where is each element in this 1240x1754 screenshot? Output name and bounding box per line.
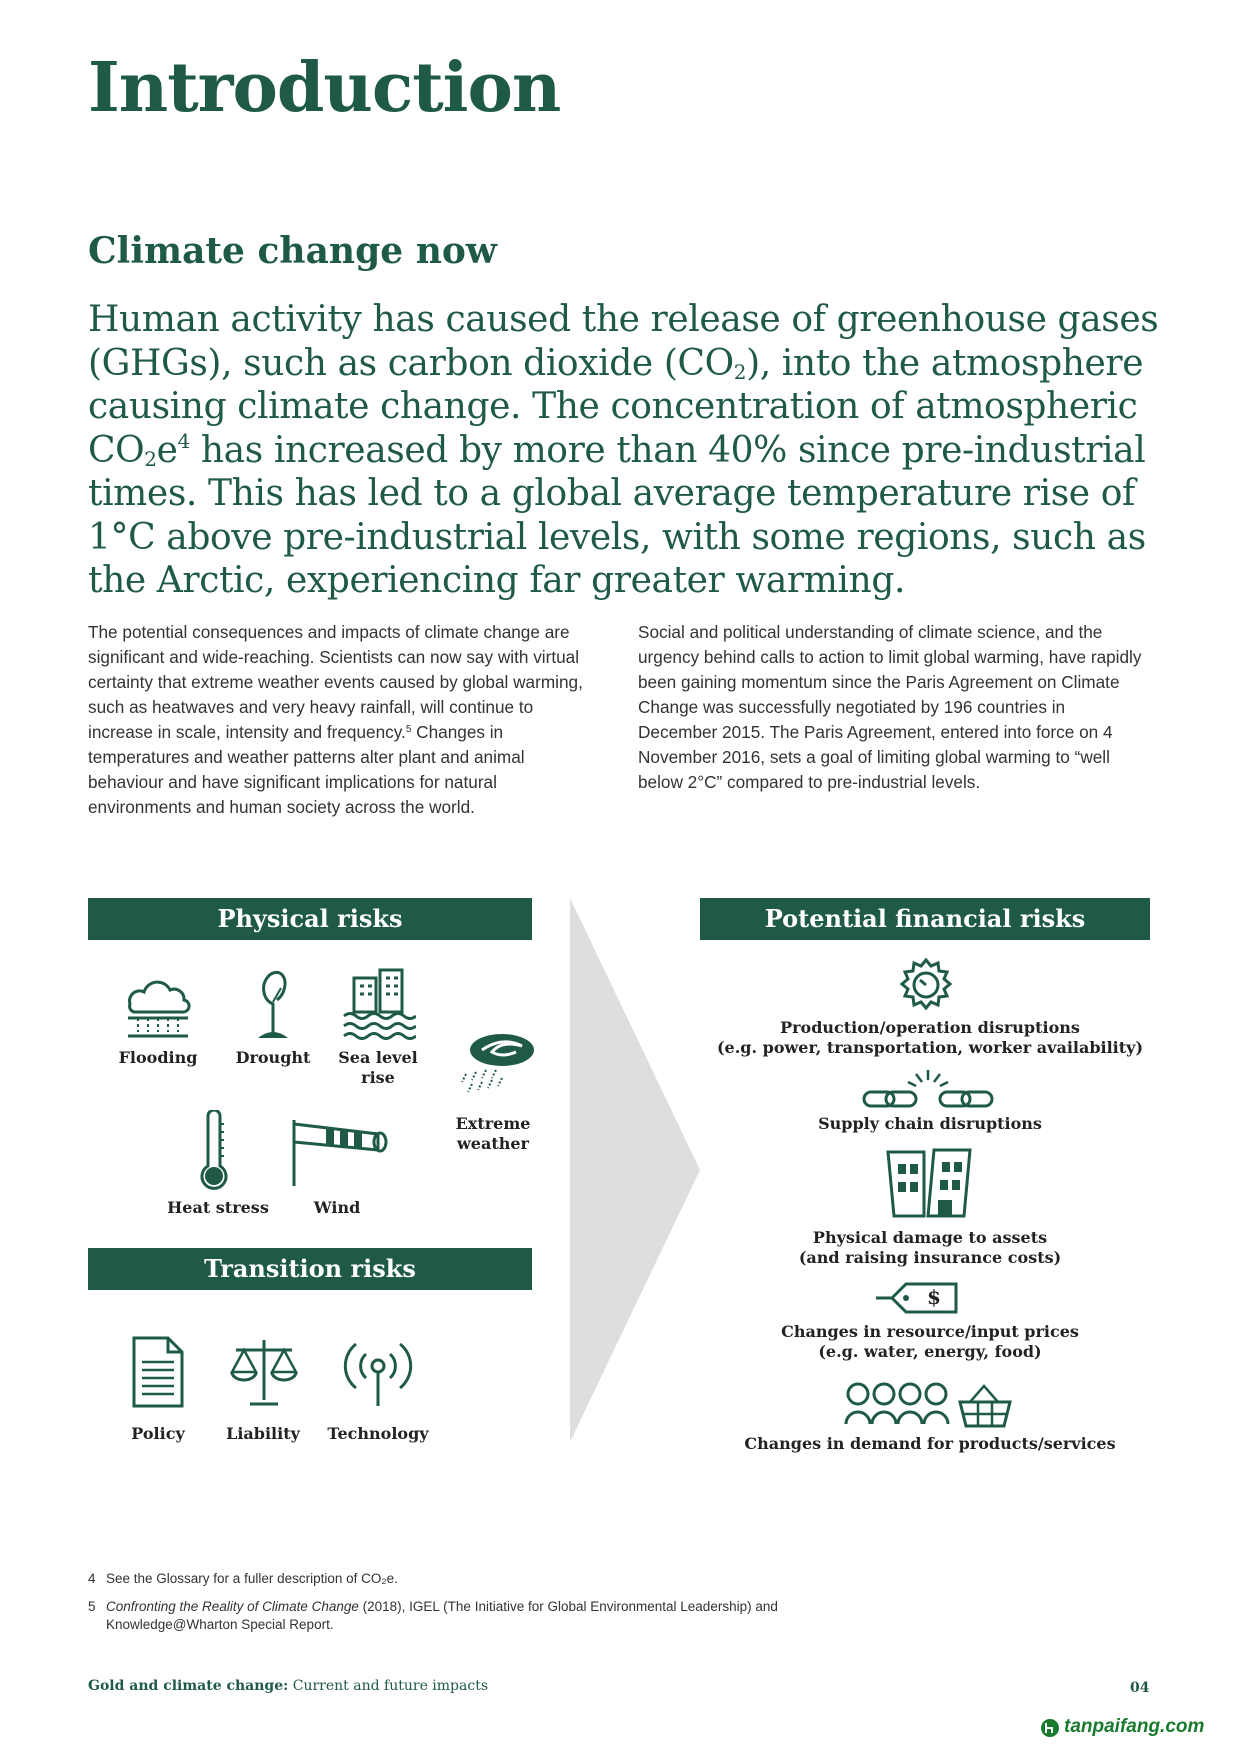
- sea-level-rise-label: Sea level rise: [338, 1048, 418, 1087]
- body-column-right: Social and political understanding of climate science, and the urgency behind calls to action to limit global warming, have rapidly been gaining momentum since the Paris Agreement on Climate Change was successfully negotiated by 196 countries in December 2015. The Paris Agreement, entered into force on 4 November 2016, sets a goal of limiting global warming to “well below 2°C” compared to pre-industrial levels.: [638, 622, 1142, 792]
- liability-icon: [228, 1336, 300, 1408]
- lead-paragraph: Human activity has caused the release of greenhouse gases (GHGs), such as carbon dioxide $(CO_2)$, into the atmosphere causing climate change. The concentration of atmospheric $CO_2e^4$ has increased by more than 40% since pre-industrial times. This has led to a global average temperature rise of 1°C above pre-industrial levels, with some regions, such as the Arctic, experiencing far greater warming.: [88, 299, 1159, 601]
- people-basket-icon: [844, 1380, 1014, 1428]
- technology-label: Technology: [327, 1424, 429, 1443]
- policy-label: Policy: [131, 1424, 185, 1443]
- physical-risks-heading: Physical risks: [88, 898, 532, 940]
- arrow-shape: [570, 898, 706, 1442]
- damaged-buildings-icon: [882, 1146, 974, 1218]
- footnote-5: 5 Confronting the Reality of Climate Change (2018), IGEL (The Initiative for Global Environmental Leadership) and Knowledge@Wharton Special Report.: [88, 1599, 778, 1632]
- footnote-4: 4 See the Glossary for a fuller description of CO₂e.: [88, 1571, 398, 1586]
- sea-level-rise-icon: [340, 966, 416, 1040]
- supply-chain-label: Supply chain disruptions: [818, 1114, 1042, 1133]
- liability-label: Liability: [226, 1424, 300, 1443]
- section-subtitle: Climate change now: [88, 230, 497, 272]
- dollar-symbol: $: [927, 1285, 941, 1309]
- physical-damage-label: Physical damage to assets (and raising insurance costs): [798, 1228, 1062, 1267]
- policy-icon: [130, 1334, 186, 1410]
- wind-icon: [290, 1116, 394, 1188]
- resource-prices-label: Changes in resource/input prices (e.g. water, energy, food): [781, 1322, 1079, 1361]
- demand-changes-label: Changes in demand for products/services: [744, 1434, 1116, 1453]
- financial-risks-heading: Potential financial risks: [700, 898, 1150, 940]
- footer-title: Gold and climate change: Current and future impacts: [88, 1678, 489, 1694]
- broken-chain-icon: [860, 1066, 996, 1112]
- flooding-label: Flooding: [118, 1048, 198, 1067]
- watermark-text: tanpaifang.com: [1064, 1716, 1205, 1737]
- extreme-weather-label: Extreme weather: [455, 1114, 531, 1153]
- gear-clock-icon: [894, 950, 958, 1014]
- page-title: Introduction: [88, 48, 561, 128]
- wind-label: Wind: [313, 1198, 361, 1217]
- heat-stress-icon: [196, 1110, 232, 1192]
- production-disruptions-label: Production/operation disruptions (e.g. power, transportation, worker availability): [716, 1018, 1144, 1057]
- drought-icon: [248, 962, 298, 1040]
- drought-label: Drought: [235, 1048, 311, 1067]
- watermark-logo-icon: [1040, 1718, 1060, 1738]
- body-column-left: The potential consequences and impacts of climate change are significant and wide-reaching. Scientists can now say with virtual certainty that extreme weather events caused by global warming, such as heatwaves and very heavy rainfall, will continue to increase in scale, intensity and frequency.$^5$ Changes in temperatures and weather patterns alter plant and animal behaviour and have significant implications for natural environments and human society across the world.: [88, 622, 583, 817]
- flooding-icon: [118, 972, 198, 1038]
- page-number: 04: [1130, 1680, 1150, 1696]
- heat-stress-label: Heat stress: [167, 1198, 269, 1217]
- technology-icon: [340, 1334, 416, 1410]
- extreme-weather-icon: [458, 1030, 538, 1100]
- transition-risks-heading: Transition risks: [88, 1248, 532, 1290]
